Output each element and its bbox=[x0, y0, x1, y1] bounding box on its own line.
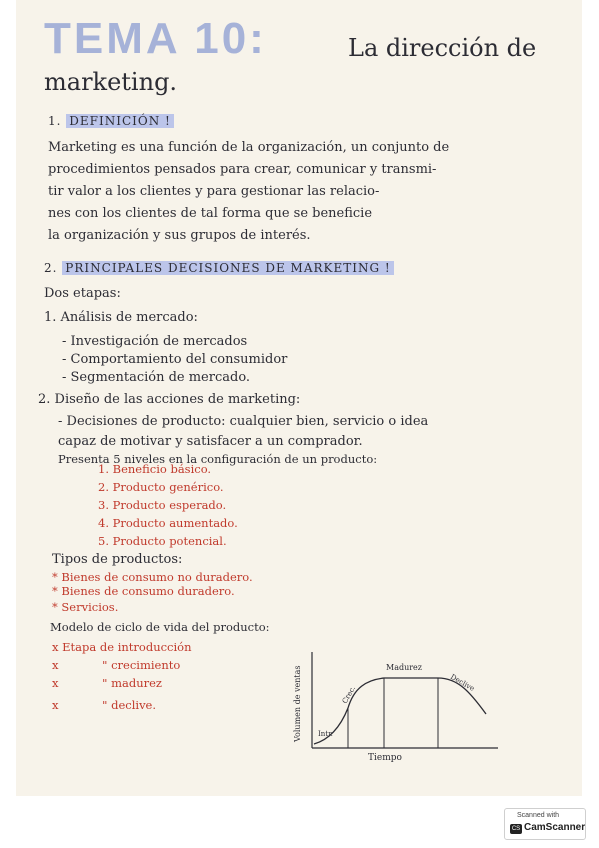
definition-line: la organización y sus grupos de interés. bbox=[48, 228, 311, 243]
badge-brand: CamScanner bbox=[524, 822, 586, 833]
ciclo-item: x " madurez bbox=[52, 676, 162, 690]
definition-line: procedimientos pensados para crear, comunicar y transmi- bbox=[48, 162, 437, 177]
stage-label: Crec. bbox=[340, 684, 358, 705]
section2-title: PRINCIPALES DECISIONES DE MARKETING ! bbox=[62, 261, 393, 275]
badge-caption: Scanned with bbox=[517, 812, 560, 819]
section1-heading bbox=[48, 114, 174, 128]
stage-label: Declive bbox=[449, 672, 476, 693]
analisis-title: 1. Análisis de mercado: bbox=[44, 310, 198, 325]
product-level: 5. Producto potencial. bbox=[98, 534, 227, 548]
y-axis-label: Volumen de ventas bbox=[293, 665, 302, 742]
title-subject-cont: marketing. bbox=[44, 68, 178, 96]
x-axis-label: Tiempo bbox=[368, 753, 402, 763]
diseno-line: capaz de motivar y satisfacer a un comprador. bbox=[58, 434, 363, 449]
tipos-item: * Bienes de consumo no duradero. bbox=[52, 570, 253, 584]
definition-line: Marketing es una función de la organización, un conjunto de bbox=[48, 140, 450, 155]
tipos-item: * Bienes de consumo duradero. bbox=[52, 584, 235, 598]
definition-line: tir valor a los clientes y para gestionar las relacio- bbox=[48, 184, 380, 199]
stage-label: Madurez bbox=[386, 663, 423, 672]
etapas-label: Dos etapas: bbox=[44, 286, 121, 301]
analisis-item: - Comportamiento del consumidor bbox=[62, 352, 288, 367]
tipos-title: Tipos de productos: bbox=[52, 552, 183, 567]
analisis-item: - Investigación de mercados bbox=[62, 334, 248, 349]
camscanner-icon: CS bbox=[511, 826, 521, 832]
life-cycle-chart bbox=[288, 648, 508, 768]
ciclo-item: x Etapa de introducción bbox=[52, 640, 192, 654]
sales-curve bbox=[314, 678, 486, 744]
stage-label: Intr. bbox=[318, 730, 333, 738]
modelo-title: Modelo de ciclo de vida del producto: bbox=[50, 620, 270, 634]
definition-line: nes con los clientes de tal forma que se beneficie bbox=[48, 206, 373, 221]
title-subject: La dirección de bbox=[348, 34, 537, 62]
ciclo-item: x " crecimiento bbox=[52, 658, 181, 672]
diseno-line: - Decisiones de producto: cualquier bien, servicio o idea bbox=[58, 414, 429, 429]
title-tema: TEMA 10: bbox=[44, 14, 267, 63]
section2-number: 2. bbox=[44, 261, 58, 275]
ciclo-item: x " declive. bbox=[52, 698, 157, 712]
camscanner-badge bbox=[504, 808, 586, 840]
product-level: 3. Producto esperado. bbox=[98, 498, 227, 512]
product-level: 1. Beneficio básico. bbox=[98, 462, 212, 476]
section1-title: DEFINICIÓN ! bbox=[66, 114, 174, 128]
analisis-item: - Segmentación de mercado. bbox=[62, 370, 251, 385]
product-level: 2. Producto genérico. bbox=[98, 480, 224, 494]
diseno-line: Presenta 5 niveles en la configuración de un producto: bbox=[58, 452, 378, 466]
section1-number: 1. bbox=[48, 114, 62, 128]
tipos-item: * Servicios. bbox=[52, 600, 119, 614]
product-level: 4. Producto aumentado. bbox=[98, 516, 238, 530]
section2-heading bbox=[44, 261, 394, 275]
diseno-title: 2. Diseño de las acciones de marketing: bbox=[38, 392, 301, 407]
